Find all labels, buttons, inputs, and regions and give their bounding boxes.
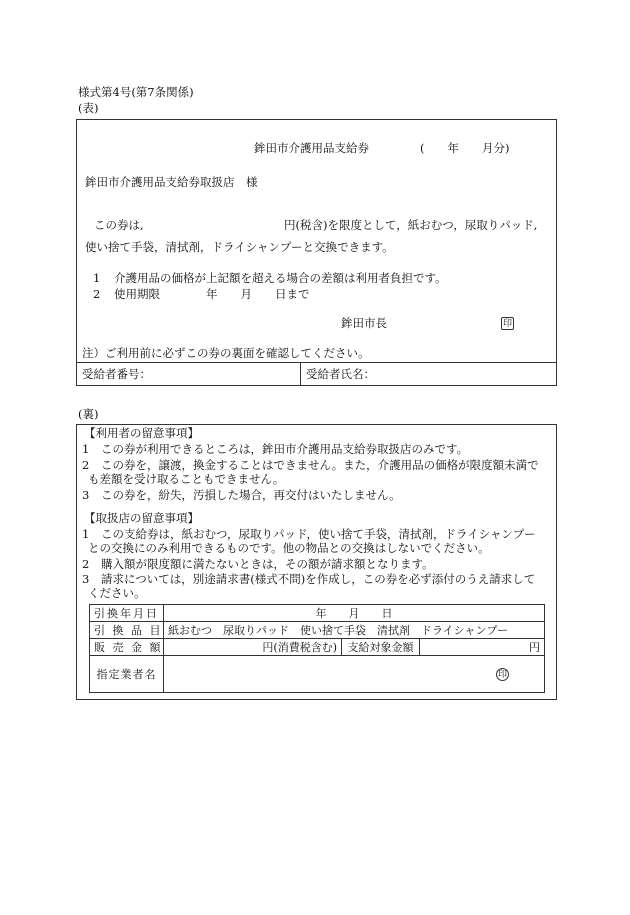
vendor-name-label: 指定業者名 <box>90 656 164 693</box>
table-row <box>90 639 545 656</box>
table-row <box>90 605 545 622</box>
body-line-1: 円(税含)を限度として，紙おむつ，尿取りパッド, <box>284 218 538 232</box>
user-note-3-number: 3 <box>82 488 90 502</box>
table-row <box>90 622 545 639</box>
user-note-2-number: 2 <box>82 458 90 472</box>
store-note-1-number: 1 <box>82 527 90 541</box>
voucher-period: ( 年 月分) <box>420 141 510 155</box>
note-1-number: 1 <box>93 271 101 285</box>
eligible-amount-field[interactable]: 円 <box>420 639 545 656</box>
exchange-items-field[interactable]: 紙おむつ 尿取りパッド 使い捨て手袋 清拭剤 ドライシャンプー <box>164 622 545 639</box>
store-note-2-number: 2 <box>82 557 90 571</box>
sales-amount-label: 販 売 金 額 <box>90 639 164 656</box>
vendor-name-field[interactable] <box>164 656 545 693</box>
user-notes-heading: 【利用者の留意事項】 <box>84 426 199 440</box>
exchange-date-label: 引換年月日 <box>90 605 164 622</box>
store-note-1-text: この支給券は，紙おむつ，尿取りパッド，使い捨て手袋，清拭剤，ドライシャンプー <box>101 527 536 541</box>
exchange-date-field[interactable]: 年 月 日 <box>164 605 545 622</box>
body-line-2: 使い捨て手袋，清拭剤，ドライシャンプーと交換できます。 <box>85 240 394 254</box>
note-1-text: 介護用品の価格が上記額を超える場合の差額は利用者負担です。 <box>114 271 447 285</box>
vendor-seal-icon: 印 <box>497 670 507 680</box>
form-number: 様式第4号(第7条関係) <box>78 85 194 99</box>
recipient-name-label: 受給者氏名： <box>306 367 375 381</box>
back-label: (裏) <box>78 407 99 421</box>
voucher-title: 鉾田市介護用品支給券 <box>254 141 369 155</box>
exchange-record-table <box>89 604 545 693</box>
mayor-label: 鉾田市長 <box>341 316 387 330</box>
user-note-2-text-cont: も差額を受け取ることもできません。 <box>88 472 285 486</box>
mayor-seal-icon: 印 <box>502 319 512 329</box>
store-note-2-text: 購入額が限度額に満たないときは，その額が請求額となります。 <box>101 557 434 571</box>
store-note-3-text: 請求については，別途請求書(様式不問)を作成し，この券を必ず添付のうえ請求して <box>101 572 536 586</box>
body-prefix: この券は, <box>94 218 144 232</box>
table-row <box>90 656 545 693</box>
front-label: (表) <box>78 101 99 115</box>
eligible-amount-label: 支給対象金額 <box>342 639 420 656</box>
sales-amount-field[interactable]: 円(消費税含む) <box>164 639 342 656</box>
store-notes-heading: 【取扱店の留意事項】 <box>84 511 199 525</box>
note-2-number: 2 <box>93 287 101 301</box>
exchange-items-label: 引 換 品 目 <box>90 622 164 639</box>
addressee: 鉾田市介護用品支給券取扱店 様 <box>85 175 258 189</box>
user-note-1-text: この券が利用できるところは，鉾田市介護用品支給券取扱店のみです。 <box>101 442 469 456</box>
divider <box>300 362 301 386</box>
note-2-text: 使用期限 年 月 日まで <box>114 287 310 301</box>
user-note-1-number: 1 <box>82 442 90 456</box>
user-note-2-text: この券を，譲渡，換金することはできません。また，介護用品の価格が限度額未満で <box>101 458 539 472</box>
usage-caution: 注）ご利用前に必ずこの券の裏面を確認してください。 <box>82 346 370 360</box>
user-note-3-text: この券を，紛失，汚損した場合，再交付はいたしません。 <box>101 488 401 502</box>
store-note-1-text-cont: との交換にのみ利用できるものです。他の物品との交換はしないでください。 <box>88 541 490 555</box>
divider <box>76 362 557 363</box>
store-note-3-number: 3 <box>82 572 90 586</box>
store-note-3-text-cont: ください。 <box>88 586 146 600</box>
recipient-number-label: 受給者番号： <box>82 367 151 381</box>
